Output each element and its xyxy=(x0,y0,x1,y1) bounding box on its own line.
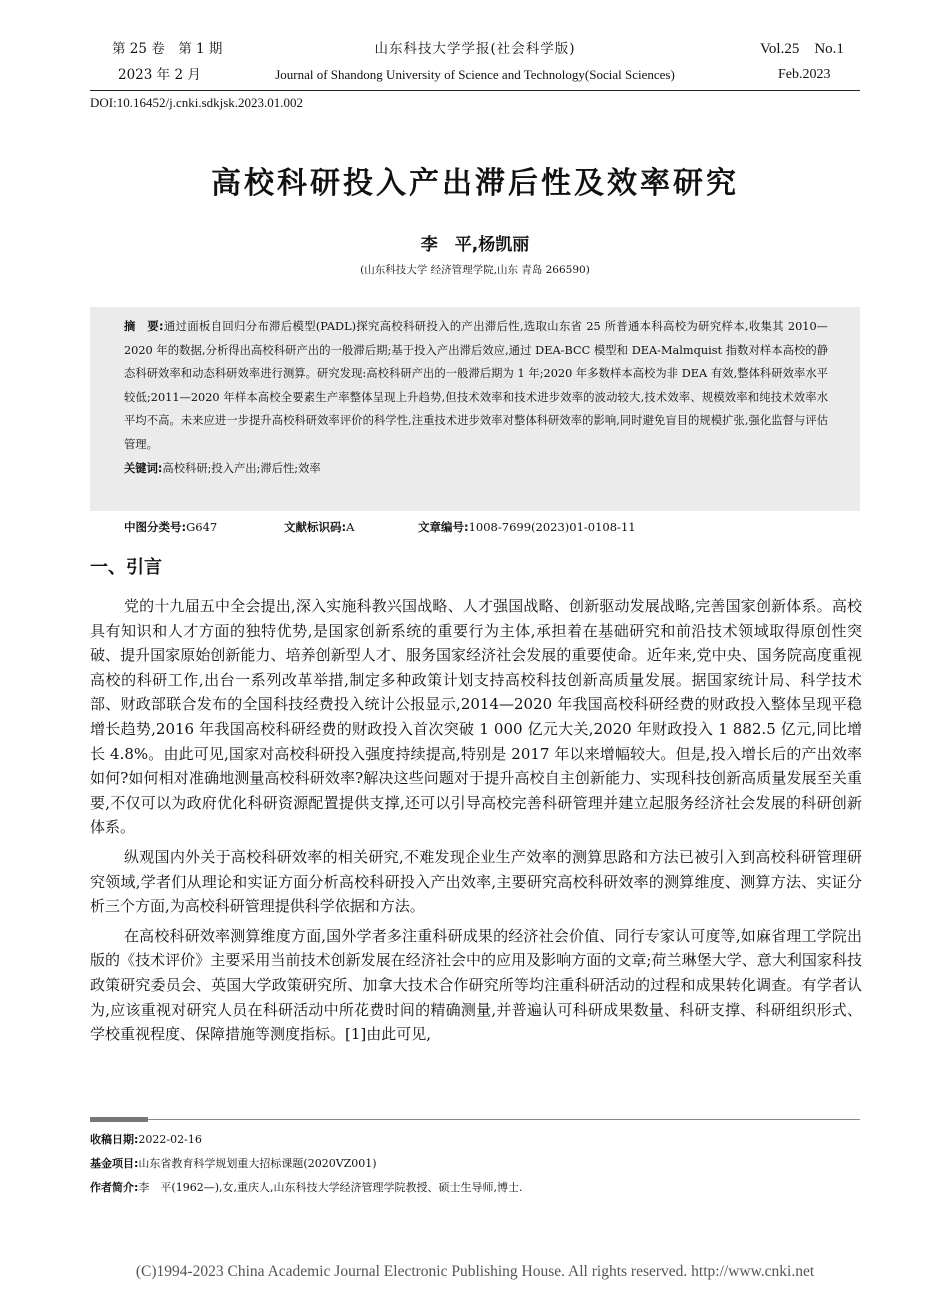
journal-name-cn: 山东科技大学学报(社会科学版) xyxy=(374,41,576,57)
header-rule xyxy=(90,90,860,91)
footnote-divider-thin xyxy=(148,1119,860,1120)
paragraph: 纵观国内外关于高校科研效率的相关研究,不难发现企业生产效率的测算思路和方法已被引入到高校科研管理研究领域,学者们从理论和实证方面分析高校科研投入产出效率,主要研究高校科研效率的测算维度、测算方法、实证分析三个方面,为高校科研管理提供科学依据和方法。 xyxy=(90,847,862,916)
issue-date-en: Feb.2023 xyxy=(778,67,831,82)
footnote-author xyxy=(90,1179,522,1195)
copyright-notice: (C)1994-2023 China Academic Journal Electronic Publishing House. All rights reserved. http://www.cnki.net xyxy=(135,1263,815,1280)
journal-name-en: Journal of Shandong University of Science and Technology(Social Sciences) xyxy=(275,67,675,82)
footnote-received xyxy=(90,1131,202,1147)
article-no-value: 1008-7699(2023)01-0108-11 xyxy=(468,520,636,534)
abstract-text: 通过面板自回归分布滞后模型(PADL)探究高校科研投入的产出滞后性,选取山东省 25 所普通本科高校为研究样本,收集其 2010—2020 年的数据,分析得出高校科研产出的一般滞后期;基于投入产出滞后效应,通过 DEA-BCC 模型和 DEA-Malmquist 指数对样本高校的静态科研效率和动态科研效率进行测算。研究发现:高校科研产出的一般滞后期为 1 年;2020 年多数样本高校为非 DEA 有效,整体科研效率水平较低;2011—2020 年样本高校全要素生产率整体呈现上升趋势,但技术效率和技术进步效率的波动较大,技术效率、规模效率和纯技术效率水平均不高。未来应进一步提升高校科研效率评价的科学性,注重技术进步效率对整体科研效率的影响,同时避免盲目的规模扩张,强化监督与评估管理。 xyxy=(124,320,828,451)
author-info-label: 作者简介: xyxy=(90,1181,139,1194)
classification-line xyxy=(124,519,636,535)
doc-code-value: A xyxy=(346,520,355,534)
paragraph: 党的十九届五中全会提出,深入实施科教兴国战略、人才强国战略、创新驱动发展战略,完善国家创新体系。高校具有知识和人才方面的独特优势,是国家创新系统的重要行为主体,承担着在基础研究和前沿技术领域取得原创性突破、提升国家原始创新能力、培养创新型人才、服务国家经济社会发展的重要使命。近年来,党中央、国务院高度重视高校的科研工作,出台一系列改革举措,制定多种政策计划支持高校科技创新高质量发展。据国家统计局、科学技术部、财政部联合发布的全国科技经费投入统计公报显示,2014—2020 年我国高校科研经费的财政投入整体呈现平稳增长趋势,2016 年我国高校科研经费的财政投入首次突破 1 000 亿元大关,2020 年财政投入 1 882.5 亿元,同比增长 4.8%。由此可见,国家对高校科研投入强度持续提高,特别是 2017 年以来增幅较大。但是,投入增长后的产出效率如何?如何相对准确地测量高校科研效率?解决这些问题对于提升高校自主创新能力、实现科技创新高质量发展至关重要,不仅可以为政府优化科研资源配置提供支撑,还可以引导高校完善科研管理并建立起服务经济社会发展的科研创新体系。 xyxy=(90,597,862,837)
abstract-box xyxy=(90,307,860,511)
clc-label: 中图分类号: xyxy=(124,520,187,534)
footnote-fund xyxy=(90,1155,377,1171)
paragraph: 在高校科研效率测算维度方面,国外学者多注重科研成果的经济社会价值、同行专家认可度等,如麻省理工学院出版的《技术评价》主要采用当前技术创新发展在经济社会中的应用及影响方面的文章;荷兰琳堡大学、意大利国家科技政策研究委员会、英国大学政策研究所、加拿大技术合作研究所等均注重科研活动的过程和成果转化调查。有学者认为,应该重视对研究人员在科研活动中所花费时间的精确测量,并普遍认可科研成果数量、科研支撑、科研组织形式、学校重视程度、保障措施等测度指标。[1]由此可见, xyxy=(90,926,862,1044)
footnote-divider-thick xyxy=(90,1117,148,1122)
fund-label: 基金项目: xyxy=(90,1157,139,1170)
article-no-label: 文章编号: xyxy=(418,520,469,534)
keywords xyxy=(124,457,828,480)
author-info-value: 李 平(1962—),女,重庆人,山东科技大学经济管理学院教授、硕士生导师,博士. xyxy=(138,1181,523,1194)
received-value: 2022-02-16 xyxy=(138,1133,202,1146)
volume-issue: 第 25 卷 第 1 期 xyxy=(112,41,223,57)
received-label: 收稿日期: xyxy=(90,1133,139,1146)
authors: 李 平,杨凯丽 xyxy=(420,235,530,255)
paper-title: 高校科研投入产出滞后性及效率研究 xyxy=(211,166,739,201)
doi[interactable]: DOI:10.16452/j.cnki.sdkjsk.2023.01.002 xyxy=(90,95,304,110)
abstract xyxy=(124,315,828,457)
body-text xyxy=(90,594,862,1052)
issue-date: 2023 年 2 月 xyxy=(118,67,201,83)
keywords-text: 高校科研;投入产出;滞后性;效率 xyxy=(162,461,321,475)
keywords-label: 关键词: xyxy=(124,461,163,475)
section-heading-introduction: 一、引言 xyxy=(90,557,162,578)
clc-value: G647 xyxy=(186,520,218,534)
affiliation: (山东科技大学 经济管理学院,山东 青岛 266590) xyxy=(360,264,590,276)
doc-code-label: 文献标识码: xyxy=(284,520,347,534)
volume-issue-en: Vol.25 No.1 xyxy=(760,41,844,57)
abstract-label: 摘 要: xyxy=(124,320,164,333)
fund-value: 山东省教育科学规划重大招标课题(2020VZ001) xyxy=(138,1157,377,1170)
